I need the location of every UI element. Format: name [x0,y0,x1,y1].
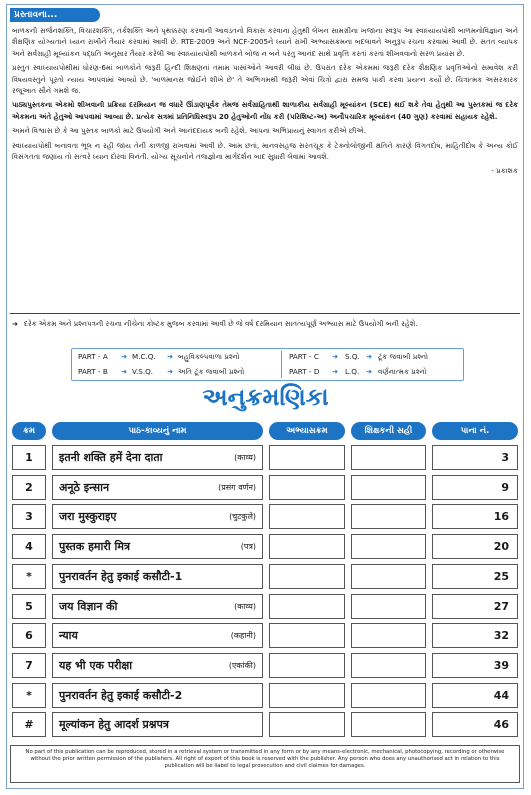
question-type-legend [71,348,464,381]
arrow-icon: ➜ [332,352,339,361]
lesson-type: (काव्य) [234,453,256,462]
intro-heading: પ્રસ્તાવના... [10,8,100,22]
row-number: * [12,683,46,708]
lesson-type: (एकांकी) [228,660,256,670]
arrow-icon: ➜ [167,367,174,376]
part-label: PART - C [289,352,319,361]
intro-paragraph-1: બાળકની સર્જનશક્તિ, વિચારશક્તિ, તર્કશક્તિ અને પૃથક્કરણ કરવાની આવડતનો વિકાસ કરવાના હેતુથી લેખન સામગ્રીના ખજાના સ્વરૂપ આ સ્વાધ્યાયપોથી બાળમનોવિજ્ઞાન અને શૈક્ષણિક યોગ્યતાને ધ્યાન રાખીને તૈયાર કરવામાં આવી છે. RTE-2009 અને NCF-2005ને ધ્યાને રાખી અભ્યાસક્રમના બદલાવને અનુરૂપ રચના કરવામાં આવી છે. સતત વ્યાપક અને સર્વગ્રાહી મૂલ્યાંકન પદ્ધતિ અનુસાર તૈયાર કરેલી આ સ્વાધ્યાયપોથી બાળકને બોજ ન બને પરંતુ આનંદ સાથે પ્રવૃત્તિ કરતાં કરતાં શીખવવાનો સરળ પ્રયાસ છે. [12,26,518,58]
lesson-type: (काव्य) [234,601,256,611]
lesson-title: जरा मुस्कुराइए [59,510,117,524]
intro-paragraph-5: સ્વાધ્યાયપોથી બનાવતા ભૂલ ન રહી જાય તેની કાળજી રાખવામાં આવી છે. આમ છતાં, માનવસહજ સરતચૂક કે ટેક્નોલોજીની ક્ષતિને કારણે વિગતદોષ, માહિતીદોષ કે અન્ય કોઈ વિસંગતતા જણાય તો સત્વરે ધ્યાન દોરવા વિનંતી. યોગ્ય સૂચનોને તજજ્ઞોના માર્ગદર્શન બાદ સુધારી લેવામાં આવશે. [12,140,518,162]
teacher-sign-cell [351,445,426,470]
lesson-name [52,594,263,619]
part-code: M.C.Q. [132,352,156,361]
lesson-title: अनूठे इन्सान [59,480,110,494]
lesson-title: जय विज्ञान की [59,599,118,613]
row-number: 4 [12,534,46,559]
copyright-notice: No part of this publication can be reproduced, stored in a retrieval system or transmitted in any form or by any means-electronic, mechanical, photocopying, recording or otherwise without the prior written permission of the publishers. All right of export of this book is reserved with the publisher. Any person who does any unauthorised act in relation to this publication will be liabel to legal prosecution and civil claimes for damages. [10,745,520,783]
part-label: PART - D [289,367,320,376]
part-label: PART - A [78,352,108,361]
syllabus-cell [269,564,345,589]
arrow-icon: ➜ [12,319,18,328]
arrow-icon: ➜ [366,367,373,376]
lesson-type: (कहानी) [230,631,256,641]
page-number: 44 [432,683,518,708]
row-number: # [12,712,46,737]
syllabus-cell [269,594,345,619]
part-desc: અતિ ટૂંક જવાબી પ્રશ્નો [178,367,245,376]
page-number: 39 [432,653,518,678]
part-desc: વર્ણનાત્મક પ્રશ્નો [378,367,427,376]
arrow-icon: ➜ [121,352,128,361]
lesson-name [52,475,263,500]
legend-divider [281,351,282,378]
teacher-sign-cell [351,475,426,500]
intro-paragraph-2: પ્રસ્તુત સ્વાધ્યાયપોથીમાં ધોરણ-6માં બાળકોને જરૂરી હિન્દી શિક્ષણનાં તમામ પાસાંઓને આવરી લીધાં છે. ઉપરાંત દરેક એકમમાં જરૂરી દરેક શૈક્ષણિક પ્રવૃત્તિઓનો સમાવેશ કરી વિષયવસ્તુને પૂરતો ન્યાય આપવામાં આવ્યો છે. 'બાળમાનસ જોઈને શીખે છે' તે અભિગમથી જરૂરી એવાં ચિત્રો દ્વારા સમજ પાકી કરવા પ્રયત્ન કર્યો છે. ચિત્રાત્મક અસરકારક રજૂઆત સૌને ગમશે જ. [12,63,518,96]
lesson-name [52,683,263,708]
syllabus-cell [269,475,345,500]
teacher-sign-cell [351,653,426,678]
arrow-icon: ➜ [167,352,174,361]
teacher-sign-cell [351,623,426,648]
part-code: L.Q. [345,367,360,376]
teacher-sign-cell [351,594,426,619]
part-desc: ટૂંક જવાબી પ્રશ્નો [378,352,429,361]
syllabus-cell [269,653,345,678]
row-number: * [12,564,46,589]
page-number: 16 [432,504,518,529]
lesson-title: यह भी एक परीक्षा [59,658,133,672]
lesson-title: मूल्यांकन हेतु आदर्श प्रश्नपत्र [59,718,169,732]
lesson-name [52,534,263,559]
part-code: S.Q. [345,352,360,361]
syllabus-cell [269,445,345,470]
page-number: 3 [432,445,518,470]
page-number: 25 [432,564,518,589]
syllabus-cell [269,623,345,648]
divider [10,313,520,314]
structure-note [12,318,518,329]
teacher-sign-cell [351,683,426,708]
part-code: V.S.Q. [132,367,154,376]
lesson-title: पुनरावर्तन हेतु इकाई कसौटी-2 [59,688,183,702]
header-teacher-sign: શિક્ષકની સહી [351,422,426,440]
lesson-name [52,564,263,589]
syllabus-cell [269,504,345,529]
header-no: ક્રમ [12,422,46,440]
publisher-signature: - પ્રકાશક [491,166,518,176]
header-page-no: પાના નં. [432,422,518,440]
teacher-sign-cell [351,564,426,589]
teacher-sign-cell [351,712,426,737]
row-number: 1 [12,445,46,470]
page-number: 20 [432,534,518,559]
page-number: 27 [432,594,518,619]
lesson-name [52,504,263,529]
structure-note-text: દરેક એકમ અને પ્રશ્નપત્રની રચના નીચેના કોષ્ટક મુજબ કરવામાં આવી છે જે વર્ષ દરમિયાન સાતત્યપૂર્ણ અભ્યાસ માટે ઉપયોગી બની રહેશે. [24,319,418,328]
lesson-type: (पत्र) [240,542,256,552]
syllabus-cell [269,534,345,559]
teacher-sign-cell [351,534,426,559]
intro-paragraph-3: પાઠ્યપુસ્તકના એકમો શીખવાની પ્રક્રિયા દરમિયાન જ વધારે ઊંડાણપૂર્વક તેમજ સર્વગ્રાહિતાથી શાળાકીય સર્વગ્રાહી મૂલ્યાંકન (SCE) થઈ શકે તેવા હેતુથી આ પુસ્તકમાં જ દરેક એકમના અંતે હેતુઓ આપવામાં આવ્યા છે. પ્રત્યેક સત્રમાં પ્રતિનિધિસ્વરૂપ 20 હેતુઓની નોંધ કરી (પરિશિષ્ટ-અ) અનૌપચારિક મૂલ્યાંકન (40 ગુણ) કરવામાં સહાયક રહેશે. [12,100,518,121]
page-number: 32 [432,623,518,648]
lesson-name [52,653,263,678]
header-lesson-name: પાઠ-કાવ્યનું નામ [52,422,263,440]
arrow-icon: ➜ [121,367,128,376]
syllabus-cell [269,683,345,708]
arrow-icon: ➜ [366,352,373,361]
lesson-name [52,712,263,737]
lesson-title: इतनी शक्ति हमें देना दाता [59,451,163,464]
lesson-name [52,623,263,648]
part-label: PART - B [78,367,108,376]
lesson-type: (चुटकुले) [229,512,256,522]
lesson-name [52,445,263,470]
row-number: 2 [12,475,46,500]
lesson-title: पुस्तक हमारी मित्र [59,540,131,554]
intro-paragraph-4: અમને વિશ્વાસ છે કે આ પુસ્તક બાળકો માટે ઉપયોગી અને આનંદદાયક બની રહેશે. આપના અભિપ્રાયનું સ્વાગત કરીએ છીએ. [12,126,367,136]
legend-row [72,349,463,364]
teacher-sign-cell [351,504,426,529]
page-number: 9 [432,475,518,500]
header-syllabus: અભ્યાસક્રમ [269,422,345,440]
row-number: 5 [12,594,46,619]
lesson-title: पुनरावर्तन हेतु इकाई कसौटी-1 [59,569,183,583]
legend-row [72,364,463,379]
part-desc: બહુવિકલ્પવાળા પ્રશ્નો [178,352,240,361]
row-number: 6 [12,623,46,648]
index-title: અનુક્રમણિકા [202,383,329,411]
row-number: 7 [12,653,46,678]
lesson-type: (प्रसंग वर्णन) [218,482,256,492]
row-number: 3 [12,504,46,529]
page-number: 46 [432,712,518,737]
intro-section [12,25,518,180]
syllabus-cell [269,712,345,737]
arrow-icon: ➜ [332,367,339,376]
lesson-title: न्याय [59,629,78,643]
